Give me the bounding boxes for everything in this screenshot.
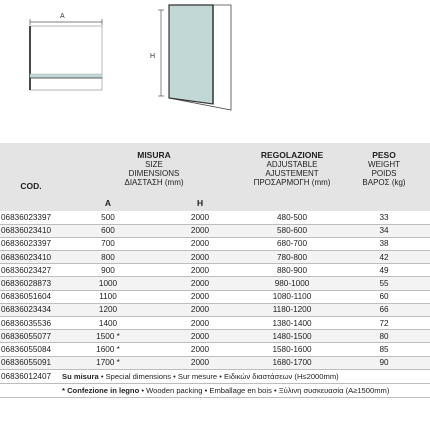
adjustable-range: 1680-1700 — [246, 356, 338, 369]
adjustable-range: 880-900 — [246, 264, 338, 277]
label-h: H — [150, 53, 156, 60]
header-h: H — [196, 198, 204, 208]
table-row — [0, 264, 430, 277]
table-row — [0, 251, 430, 264]
size-h: 2000 — [154, 356, 246, 369]
weight: 33 — [338, 211, 430, 224]
weight: 42 — [338, 251, 430, 264]
note-row — [0, 383, 430, 397]
table-row — [0, 290, 430, 303]
product-code: 06836023410 — [0, 224, 62, 237]
size-a: 1200 — [62, 303, 154, 316]
product-code: 06836023427 — [0, 264, 62, 277]
product-code: 06836035536 — [0, 317, 62, 330]
adjustable-range: 1480-1500 — [246, 330, 338, 343]
adjustable-range: 480-500 — [246, 211, 338, 224]
header-row — [0, 143, 430, 195]
adjustable-range: 1580-1600 — [246, 343, 338, 356]
note-description: • Special dimensions • Sur mesure • Ειδικών διαστάσεων (H≤2000mm) — [98, 371, 339, 381]
size-a: 500 — [62, 211, 154, 224]
note-text — [62, 369, 430, 383]
weight: 72 — [338, 317, 430, 330]
size-h: 2000 — [154, 277, 246, 290]
size-h: 2000 — [154, 330, 246, 343]
product-code: 06836051604 — [0, 290, 62, 303]
table-row — [0, 211, 430, 224]
size-h: 2000 — [154, 237, 246, 250]
adjustable-range: 780-800 — [246, 251, 338, 264]
header-misura: MISURA SIZE DIMENSIONS ΔΙΑΣΤΑΣΗ (mm) — [124, 150, 184, 187]
size-a: 1000 — [62, 277, 154, 290]
size-a: 1100 — [62, 290, 154, 303]
table-row — [0, 237, 430, 250]
label-a: A — [60, 13, 65, 20]
header-cod: COD. — [20, 181, 42, 191]
header-peso: PESO WEIGHT POIDS ΒΑΡΟΣ (kg) — [362, 150, 406, 187]
adjustable-range: 580-600 — [246, 224, 338, 237]
table-row — [0, 277, 430, 290]
size-a: 800 — [62, 251, 154, 264]
size-h: 2000 — [154, 264, 246, 277]
subheader-row — [0, 195, 430, 211]
size-a: 1700 * — [62, 356, 154, 369]
weight: 49 — [338, 264, 430, 277]
isometric-diagram — [136, 2, 236, 120]
adjustable-range: 1380-1400 — [246, 317, 338, 330]
table-row — [0, 303, 430, 316]
table-body — [0, 211, 430, 397]
note-code — [0, 383, 62, 397]
size-h: 2000 — [154, 290, 246, 303]
size-h: 2000 — [154, 317, 246, 330]
header-a: A — [104, 198, 112, 208]
table-row — [0, 224, 430, 237]
weight: 60 — [338, 290, 430, 303]
size-h: 2000 — [154, 303, 246, 316]
note-title: Su misura — [62, 371, 99, 381]
table-row — [0, 330, 430, 343]
note-code: 06836012407 — [0, 369, 62, 383]
size-a: 1500 * — [62, 330, 154, 343]
product-code: 06836055084 — [0, 343, 62, 356]
size-h: 2000 — [154, 343, 246, 356]
product-code: 06836028873 — [0, 277, 62, 290]
weight: 55 — [338, 277, 430, 290]
glass-panel-top — [30, 74, 102, 78]
tray-outline — [30, 26, 102, 90]
top-view-diagram — [16, 8, 106, 98]
size-h: 2000 — [154, 211, 246, 224]
size-a: 700 — [62, 237, 154, 250]
size-a: 900 — [62, 264, 154, 277]
product-code: 06836023410 — [0, 251, 62, 264]
glass-panel — [169, 5, 213, 104]
note-title: * Confezione in legno — [62, 385, 140, 395]
weight: 66 — [338, 303, 430, 316]
size-a: 1600 * — [62, 343, 154, 356]
size-a: 1400 — [62, 317, 154, 330]
note-row — [0, 369, 430, 383]
note-text — [62, 383, 430, 397]
note-description: • Wooden packing • Emballage en bois • Ξύλινη συσκευασία (A≥1500mm) — [139, 385, 390, 395]
product-code: 06836023397 — [0, 237, 62, 250]
table-row — [0, 356, 430, 369]
weight: 38 — [338, 237, 430, 250]
weight: 80 — [338, 330, 430, 343]
adjustable-range: 980-1000 — [246, 277, 338, 290]
table-row — [0, 343, 430, 356]
weight: 85 — [338, 343, 430, 356]
size-h: 2000 — [154, 224, 246, 237]
header-regolazione: REGOLAZIONE ADJUSTABLE AJUSTEMENT ΠΡΟΣΑΡΜΟΓΗ (mm) — [253, 150, 331, 187]
product-code: 06836055077 — [0, 330, 62, 343]
adjustable-range: 680-700 — [246, 237, 338, 250]
adjustable-range: 1080-1100 — [246, 290, 338, 303]
size-h: 2000 — [154, 251, 246, 264]
product-code: 06836055091 — [0, 356, 62, 369]
weight: 90 — [338, 356, 430, 369]
product-code: 06836023434 — [0, 303, 62, 316]
table-row — [0, 317, 430, 330]
product-code: 06836023397 — [0, 211, 62, 224]
spec-table — [0, 143, 430, 398]
weight: 34 — [338, 224, 430, 237]
adjustable-range: 1180-1200 — [246, 303, 338, 316]
size-a: 600 — [62, 224, 154, 237]
